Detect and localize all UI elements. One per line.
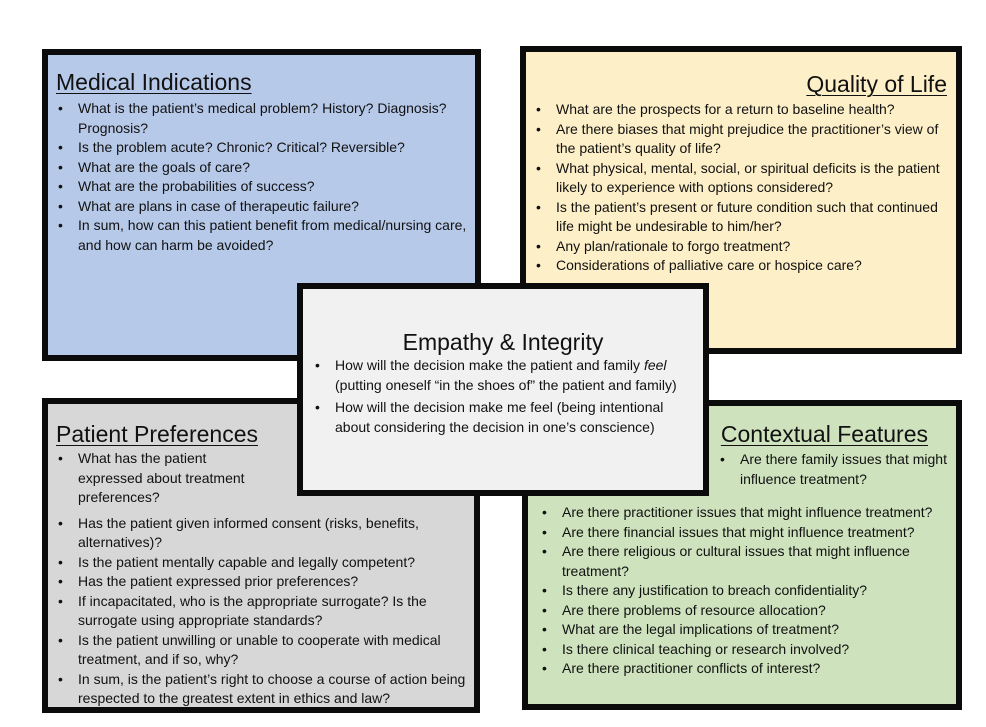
list-item: • If incapacitated, who is the appropriate surrogate? Is the surrogate using appropriate standards? [56, 592, 476, 631]
list-item: • What has the patient expressed about treatment preferences? [56, 449, 268, 508]
medical-indications-title: Medical Indications [56, 69, 252, 95]
empathy-integrity-list [313, 356, 698, 437]
list-item: • What are the legal implications of treatment? [540, 620, 958, 640]
empathy-item-1-emphasis: feel [643, 357, 667, 373]
patient-preferences-title: Patient Preferences [56, 421, 259, 447]
list-item: • Is there any justification to breach confidentiality? [540, 581, 958, 601]
list-item: • Is the patient’s present or future condition such that continued life might be undesirable to him/her? [534, 198, 954, 237]
list-item: • What are plans in case of therapeutic failure? [56, 197, 474, 217]
contextual-features-title: Contextual Features [720, 421, 928, 447]
list-item: • What are the goals of care? [56, 158, 474, 178]
empathy-integrity-box [297, 283, 709, 496]
list-item: • Are there practitioner conflicts of interest? [540, 659, 958, 679]
list-item [313, 356, 698, 395]
list-item: • Is the patient mentally capable and legally competent? [56, 553, 476, 573]
empathy-integrity-title: Empathy & Integrity [402, 329, 604, 355]
list-item: • Considerations of palliative care or hospice care? [534, 256, 954, 276]
list-item: • What is the patient’s medical problem? History? Diagnosis? Prognosis? [56, 99, 474, 138]
quality-of-life-title: Quality of Life [806, 71, 947, 97]
list-item: • How will the decision make me feel (being intentional about considering the decision in one’s conscience) [313, 398, 698, 437]
empathy-item-1-suffix: (putting oneself “in the shoes of” the patient and family) [335, 376, 677, 393]
list-item: • Are there practitioner issues that might influence treatment? [540, 503, 958, 523]
list-item: • Has the patient given informed consent (risks, benefits, alternatives)? [56, 514, 476, 553]
list-item: • Are there problems of resource allocation? [540, 601, 958, 621]
list-item: • Are there religious or cultural issues that might influence treatment? [540, 542, 958, 581]
list-item: • Is the patient unwilling or unable to cooperate with medical treatment, and if so, why? [56, 631, 476, 670]
list-item: • In sum, how can this patient benefit from medical/nursing care, and how can harm be avoided? [56, 216, 474, 255]
list-item: • Are there financial issues that might influence treatment? [540, 523, 958, 543]
medical-indications-list [56, 99, 474, 255]
list-item: • What physical, mental, social, or spiritual deficits is the patient likely to experience with options considered? [534, 159, 954, 198]
contextual-features-list [540, 503, 958, 679]
list-item: • Has the patient expressed prior preferences? [56, 572, 476, 592]
list-item: • Is there clinical teaching or research involved? [540, 640, 958, 660]
list-item: • Are there biases that might prejudice the practitioner’s view of the patient’s quality of life? [534, 120, 954, 159]
list-item: • Are there family issues that might influence treatment? [718, 450, 948, 489]
empathy-item-1-prefix: How will the decision make the patient and family [335, 357, 644, 373]
quality-of-life-list [534, 100, 954, 276]
list-item: • What are the probabilities of success? [56, 177, 474, 197]
list-item: • Is the problem acute? Chronic? Critical? Reversible? [56, 138, 474, 158]
list-item: • Any plan/rationale to forgo treatment? [534, 237, 954, 257]
list-item: • In sum, is the patient’s right to choose a course of action being respected to the greatest extent in ethics and law? [56, 670, 476, 709]
contextual-features-list-top [718, 450, 948, 489]
list-item: • What are the prospects for a return to baseline health? [534, 100, 954, 120]
